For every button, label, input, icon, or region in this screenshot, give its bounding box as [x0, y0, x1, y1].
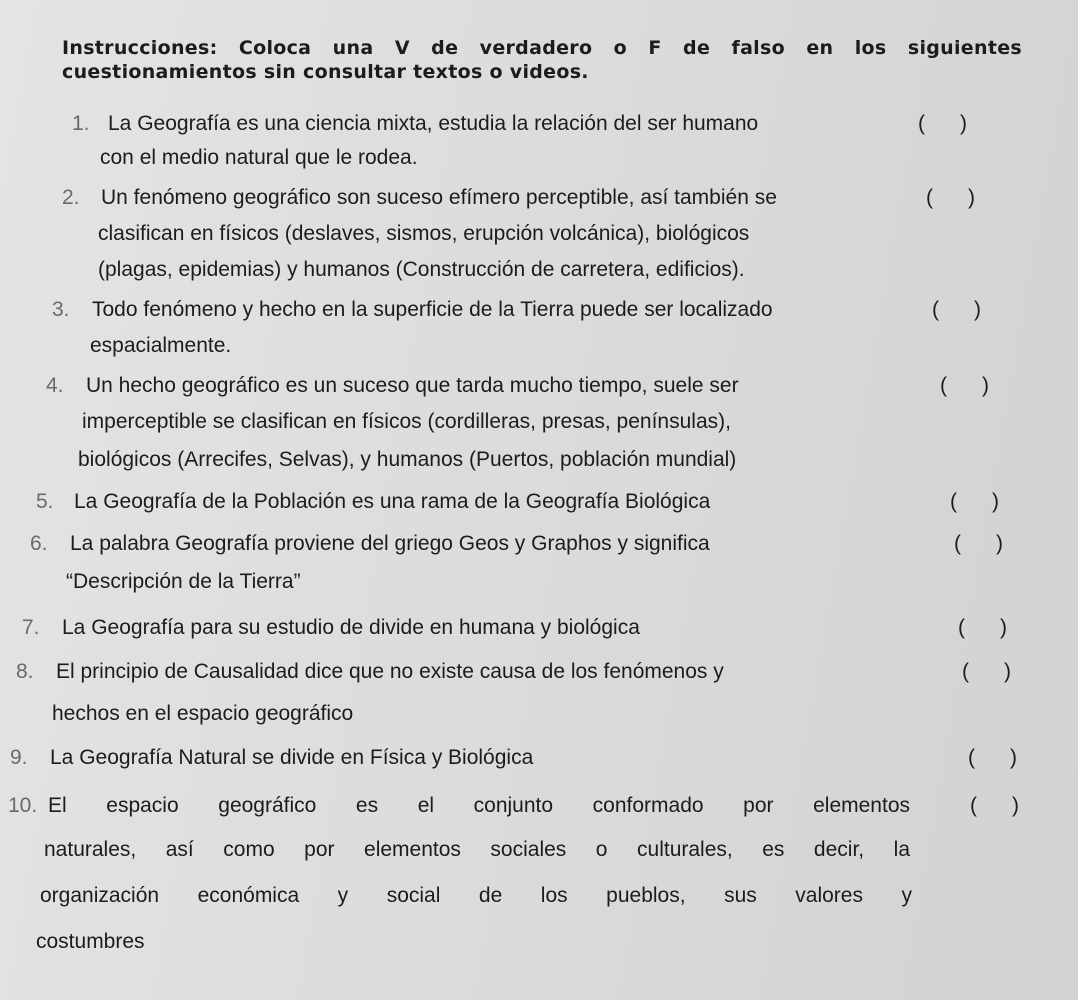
question-number: 2. — [62, 186, 80, 209]
question-line: organización económica y social de los pueblos, sus valores y — [40, 884, 912, 907]
question-line: La palabra Geografía proviene del griego Geos y Graphos y significa — [70, 532, 710, 555]
question-line: “Descripción de la Tierra” — [66, 570, 301, 593]
answer-blank[interactable]: ( ) — [926, 186, 975, 209]
question-line: La Geografía es una ciencia mixta, estudia la relación del ser humano — [108, 112, 759, 135]
question-number: 4. — [46, 374, 64, 397]
question-line: La Geografía de la Población es una rama de la Geografía Biológica — [74, 490, 711, 513]
answer-blank[interactable]: ( ) — [950, 490, 999, 513]
question-number: 6. — [30, 532, 48, 555]
answer-blank[interactable]: ( ) — [970, 794, 1019, 817]
question-line: espacialmente. — [90, 334, 232, 357]
question-number: 3. — [52, 298, 70, 321]
question-line: Un fenómeno geográfico son suceso efímero perceptible, así también se — [101, 186, 777, 209]
question-number: 1. — [72, 112, 90, 135]
question-line: imperceptible se clasifican en físicos (cordilleras, presas, penínsulas), — [82, 410, 731, 433]
question-line: clasifican en físicos (deslaves, sismos, erupción volcánica), biológicos — [98, 222, 750, 245]
question-number: 8. — [16, 660, 34, 683]
answer-blank[interactable]: ( ) — [958, 616, 1007, 639]
question-number: 10. — [8, 794, 38, 817]
answer-blank[interactable]: ( ) — [962, 660, 1011, 683]
question-line: El espacio geográfico es el conjunto conformado por elementos — [48, 794, 910, 817]
answer-blank[interactable]: ( ) — [968, 746, 1017, 769]
question-line: Todo fenómeno y hecho en la superficie de la Tierra puede ser localizado — [92, 298, 773, 321]
question-line: La Geografía para su estudio de divide en humana y biológica — [62, 616, 640, 639]
question-line: naturales, así como por elementos sociales o culturales, es decir, la — [44, 838, 910, 861]
question-number: 9. — [10, 746, 28, 769]
question-line: hechos en el espacio geográfico — [52, 702, 354, 725]
question-line: biológicos (Arrecifes, Selvas), y humanos (Puertos, población mundial) — [78, 448, 737, 471]
question-number: 5. — [36, 490, 54, 513]
question-line: con el medio natural que le rodea. — [100, 146, 418, 169]
question-line: costumbres — [36, 930, 145, 953]
answer-blank[interactable]: ( ) — [932, 298, 981, 321]
question-line: La Geografía Natural se divide en Física y Biológica — [50, 746, 534, 769]
question-line: (plagas, epidemias) y humanos (Construcción de carretera, edificios). — [98, 258, 745, 281]
answer-blank[interactable]: ( ) — [940, 374, 989, 397]
question-line: El principio de Causalidad dice que no existe causa de los fenómenos y — [56, 660, 724, 683]
answer-blank[interactable]: ( ) — [954, 532, 1003, 555]
answer-blank[interactable]: ( ) — [918, 112, 967, 135]
question-number: 7. — [22, 616, 40, 639]
question-line: Un hecho geográfico es un suceso que tarda mucho tiempo, suele ser — [86, 374, 739, 397]
instructions: Instrucciones: Coloca una V de verdadero o F de falso en los siguientes cuestionamientos sin consultar textos o videos. — [62, 37, 1022, 83]
